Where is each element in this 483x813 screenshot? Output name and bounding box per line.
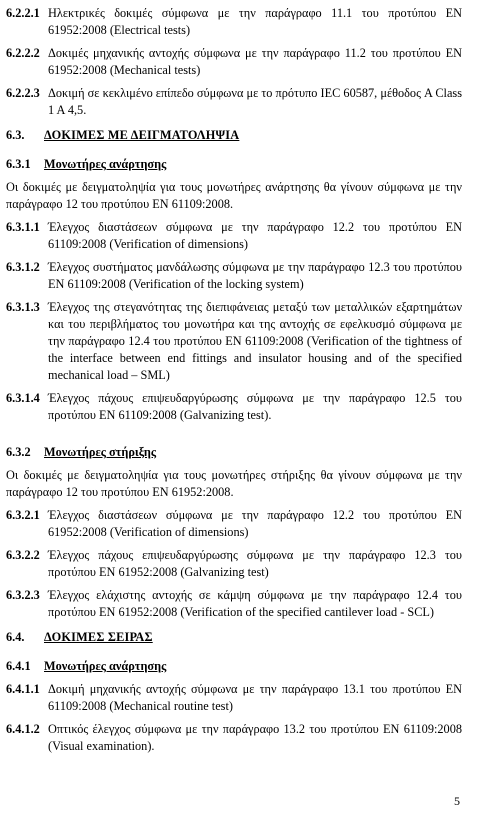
list-item [6,259,462,293]
section-number: 6.4. [6,630,25,644]
section-heading [6,127,462,144]
item-text: Δοκιμές μηχανικής αντοχής σύμφωνα με την παράγραφο 11.2 του προτύπου EN 61952:2008 (Mechanical tests) [48,46,462,77]
list-item [6,85,462,119]
subsection-title: Μονωτήρες στήριξης [44,445,157,459]
item-number: 6.3.1.4 [6,391,40,405]
subsection-number: 6.3.2 [6,445,31,459]
section-heading [6,629,462,646]
item-text: Έλεγχος ελάχιστης αντοχής σε κάμψη σύμφωνα με την παράγραφο 12.4 του προτύπου EN 61952:2008 (Verification of the specified cantilever load - SCL) [48,588,462,619]
list-item [6,5,462,39]
item-text: Έλεγχος διαστάσεων σύμφωνα με την παράγραφο 12.2 του προτύπου EN 61952:2008 (Verification of dimensions) [48,508,462,539]
item-number: 6.3.1.3 [6,300,40,314]
item-number: 6.4.1.1 [6,682,40,696]
list-item [6,45,462,79]
item-text: Δοκιμή μηχανικής αντοχής σύμφωνα με την παράγραφο 13.1 του προτύπου EN 61109:2008 (Mechanical routine test) [48,682,462,713]
item-number: 6.2.2.2 [6,46,40,60]
section-title: ΔΟΚΙΜΕΣ ΣΕΙΡΑΣ [44,630,153,644]
list-item [6,219,462,253]
intro-paragraph: Οι δοκιμές με δειγματοληψία για τους μονωτήρες ανάρτησης θα γίνουν σύμφωνα με την παράγραφο 12 του προτύπου EN 61109:2008. [6,180,462,211]
item-text: Έλεγχος συστήματος μανδάλωσης σύμφωνα με την παράγραφο 12.3 του προτύπου EN 61109:2008 (Verification of the locking system) [48,260,462,291]
item-number: 6.3.1.1 [6,220,40,234]
item-text: Οπτικός έλεγχος σύμφωνα με την παράγραφο 13.2 του προτύπου EN 61109:2008 (Visual examination). [48,722,462,753]
list-item [6,507,462,541]
intro-paragraph: Οι δοκιμές με δειγματοληψία για τους μονωτήρες στήριξης θα γίνουν σύμφωνα με την παράγραφο 12 του προτύπου EN 61952:2008. [6,468,462,499]
item-text: Έλεγχος της στεγανότητας της διεπιφάνειας μεταξύ των μεταλλικών εξαρτημάτων και του περιβλήματος του μονωτήρα και της αντοχής σε εφελκυσμό σύμφωνα με την παράγραφο 12.4 του προτύπου EN 61109:2008 (Verification of the tightness of the interface between end fittings and insulator housing and of the specified mechanical load – SML) [48,300,462,382]
list-item [6,390,462,424]
subsection-number: 6.4.1 [6,659,31,673]
item-number: 6.3.2.3 [6,588,40,602]
list-item [6,299,462,384]
item-number: 6.3.1.2 [6,260,40,274]
list-item [6,681,462,715]
page-content [6,5,462,761]
item-text: Έλεγχος πάχους επιψευδαργύρωσης σύμφωνα με την παράγραφο 12.3 του προτύπου EN 61952:2008 (Galvanizing test) [48,548,462,579]
page-number: 5 [454,794,460,808]
subsection-number: 6.3.1 [6,157,31,171]
item-text: Έλεγχος διαστάσεων σύμφωνα με την παράγραφο 12.2 του προτύπου EN 61109:2008 (Verification of dimensions) [48,220,462,251]
item-number: 6.2.2.1 [6,6,40,20]
item-text: Δοκιμή σε κεκλιμένο επίπεδο σύμφωνα με το πρότυπο IEC 60587, μέθοδος A Class 1 A 4,5. [48,86,462,117]
subsection-title: Μονωτήρες ανάρτησης [44,659,167,673]
spacer [6,430,462,440]
item-text: Ηλεκτρικές δοκιμές σύμφωνα με την παράγραφο 11.1 του προτύπου EN 61952:2008 (Electrical tests) [48,6,462,37]
subsection-heading [6,658,462,675]
item-number: 6.3.2.1 [6,508,40,522]
list-item [6,587,462,621]
item-number: 6.2.2.3 [6,86,40,100]
section-number: 6.3. [6,128,25,142]
item-number: 6.3.2.2 [6,548,40,562]
subsection-heading [6,444,462,461]
subsection-title: Μονωτήρες ανάρτησης [44,157,167,171]
list-item [6,547,462,581]
item-text: Έλεγχος πάχους επιψευδαργύρωσης σύμφωνα με την παράγραφο 12.5 του προτύπου EN 61109:2008 (Galvanizing test). [48,391,462,422]
section-title: ΔΟΚΙΜΕΣ ΜΕ ΔΕΙΓΜΑΤΟΛΗΨΙΑ [44,128,240,142]
subsection-heading [6,156,462,173]
list-item [6,721,462,755]
item-number: 6.4.1.2 [6,722,40,736]
